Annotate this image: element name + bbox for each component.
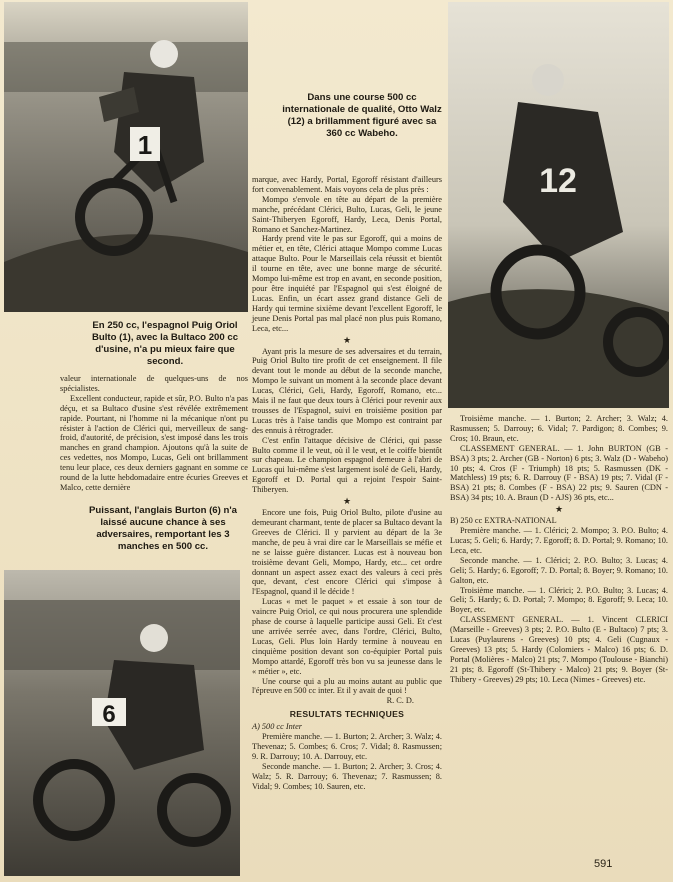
paragraph: marque, avec Hardy, Portal, Egoroff résistant d'ailleurs fort convenablement. Mais voyons cela de plus près : bbox=[252, 175, 442, 194]
results-paragraph: Troisième manche. — 1. Clérici; 2. P.O. Bulto; 3. Lucas; 4. Geli; 5. Hardy; 6. D. Portal; 7. Mompo; 8. Egoroff; 9. Leca; 10. Boyer, etc. bbox=[450, 585, 668, 615]
photo-bulto-250cc bbox=[4, 2, 248, 312]
star-separator: ★ bbox=[554, 504, 564, 515]
caption-burton: Puissant, l'anglais Burton (6) n'a laissé aucune chance à ses adversaires, remportant les 3 manches en 500 cc. bbox=[89, 505, 237, 552]
caption-walz: Dans une course 500 cc internationale de qualité, Otto Walz (12) a brillamment figuré avec sa 360 cc Wabeho. bbox=[282, 92, 442, 139]
results-paragraph: Première manche. — 1. Burton; 2. Archer; 3. Walz; 4. Thevenaz; 5. Combes; 6. Cros; 7. Vidal; 8. Rasmussen; 9. R. Darrouy; 10. A. Darrouy, etc. bbox=[252, 732, 442, 761]
photo-walz-500cc bbox=[448, 2, 669, 408]
page-number: 591 bbox=[594, 858, 613, 870]
results-category: A) 500 cc Inter bbox=[252, 722, 302, 732]
photo-walz-image bbox=[448, 2, 669, 408]
results-paragraph: Troisième manche. — 1. Burton; 2. Archer; 3. Walz; 4. Rasmussen; 5. Darrouy; 6. Vidal; 7. Pardigon; 8. Combes; 9. Cros; 10. Braun, etc. bbox=[450, 414, 668, 443]
results-paragraph: Seconde manche. — 1. Clérici; 2. P.O. Bulto; 3. Lucas; 4. Geli; 5. Hardy; 6. Egoroff; 7. D. Portal; 8. Boyer; 9. Romano; 10. Galton, etc. bbox=[450, 555, 668, 585]
paragraph: Hardy prend vite le pas sur Egoroff, qui a moins de métier et, en tête, Clérici attaque Mompo comme Lucas attaque Bulto. Pour le Marseillais cela réussit et bientôt il tourne en tête, avec une bonne marge de sécurité. Mompo lui-même est trop en avant, en seconde position, pour être inquiété par l'Espagnol qui s'est éloigné de Lucas. Enfin, un écart assez grand distance Geli de Hardy qui termine sixième devant l'excellent Egoroff, le jeune Denis Portal pas mal placé non plus puis Romano, Leca, etc... bbox=[252, 234, 442, 333]
results-column-right bbox=[450, 414, 668, 685]
paragraph: Encore une fois, Puig Oriol Bulto, pilote d'usine au demeurant charmant, tente de placer sa Bultaco devant la Greeves de Clérici. Il y parvient au départ de la 3e manche, de peu à vrai dire car le Marseillais se méfie et ne se laisse guère distancer. Lucas est à nouveau bon troisième devant Geli, Mompo, Hardy, etc... cet ordre donnant un aspect assez exact des valeurs à ceci près que, devant, c'est encore Clérici qui s'impose à l'Espagnol, quand il le décide ! bbox=[252, 508, 442, 597]
results-category: B) 250 cc EXTRA-NATIONAL bbox=[450, 516, 557, 526]
star-separator: ★ bbox=[342, 496, 352, 507]
paragraph: Lucas « met le paquet » et essaie à son tour de vaincre Puig Oriol, ce qui nous procurera une splendide phase de course à laquelle participe aussi Geli. Et c'est une arrivée serrée avec, dans l'ordre, Clérici, Bulto, Lucas, Geli. Plus loin Hardy termine à nouveau en cinquième position devant son co-équipier Portal puis Mompo attardé, Egoroff très bon vu sa jeunesse dans le « métier », etc. bbox=[252, 597, 442, 676]
photo-bulto-image bbox=[4, 2, 248, 312]
results-paragraph: CLASSEMENT GENERAL. — 1. Vincent CLERICI (Marseille - Greeves) 3 pts; 2. P.O. Bulto (E - Bultaco) 7 pts; 3. Lucas (Puylaurens - Greeves) 10 pts; 4. Geli (Cugnaux - Greeves) 13 pts; 5. Hardy (Colomiers - Malco) 16 pts; 6. D. Portal (Molières - Malco) 21 pts; 7. Mompo (Toulouse - Bianchi) 21 pts; 8. Egoroff (St-Thibery - Malco) 21 pts; 9. Boyer (St-Thibery - Greeves) 29 pts; 10. Leca (Nimes - Greeves) etc. bbox=[450, 615, 668, 684]
paragraph: Mompo s'envole en tête au départ de la première manche, précédant Clérici, Bulto, Lucas, Geli, le jeune Saint-Thiberyen Egoroff, Hardy, Leca, Denis Portal, Romano et Sanchez-Martinez. bbox=[252, 194, 442, 234]
star-separator: ★ bbox=[342, 334, 352, 345]
number-plate-walz: 12 bbox=[539, 162, 577, 200]
paragraph: Une course qui a plu au moins autant au public que l'épreuve en 500 cc inter. Et il y avait de quoi ! bbox=[252, 676, 442, 696]
number-plate-burton: 6 bbox=[102, 701, 116, 728]
results-paragraph: CLASSEMENT GENERAL. — 1. John BURTON (GB - BSA) 3 pts; 2. Archer (GB - Norton) 6 pts; 3. Walz (D - Wabeho) 10 pts; 4. Cros (F - Triumph) 18 pts; 5. Rasmussen (DK - Matchless) 19 pts; 6. R. Darrouy (F - BSA) 19 pts; 7. Vidal (F - BSA) 21 pts; 8. Combes (F - BSA) 22 pts; 9. Sauren (CDN - BSA) 34 pts; 10. A. Braun (D - AJS) 36 pts, etc... bbox=[450, 443, 668, 503]
author-signature: R. C. D. bbox=[386, 696, 414, 706]
caption-bulto-250cc: En 250 cc, l'espagnol Puig Oriol Bulto (1), avec la Bultaco 200 cc d'usine, n'a pu mieux faire que second. bbox=[91, 320, 239, 367]
paragraph: valeur internationale de quelques-uns de nos spécialistes. bbox=[60, 374, 248, 393]
paragraph: C'est enfin l'attaque décisive de Clérici, qui passe Bulto comme il le veut, où il le veut, et le coiffe bientôt sur chapeau. Le champion espagnol demeure à l'abri de Lucas qui lui-même s'est largement isolé de Geli, Hardy, Egoroff et D. Portal qui a rejoint l'espoir Saint-Thiberyen. bbox=[252, 435, 442, 495]
photo-burton-image bbox=[4, 570, 240, 876]
article-column-left bbox=[60, 374, 248, 493]
results-paragraph: Première manche. — 1. Clérici; 2. Mompo; 3. P.O. Bulto; 4. Lucas; 5. Geli; 6. Hardy; 7. Egoroff; 8. D. Portal; 9. Romano; 10. Leca, etc. bbox=[450, 526, 668, 555]
number-plate-bulto: 1 bbox=[137, 130, 153, 160]
photo-burton-500cc bbox=[4, 570, 240, 876]
results-heading: RESULTATS TECHNIQUES bbox=[289, 709, 405, 720]
paragraph: Ayant pris la mesure de ses adversaires et du terrain, Puig Oriol Bulto tire profit de cet enseignement. Il file devant tout le monde au début de la seconde manche, Mompo le suivant un moment à la seconde place devant Lucas, Clérici, Geli, Hardy, Egoroff, Romano, etc... Mais il ne faut que deux tours à Clérici pour revenir aux trousses de l'Espagnol, suivi en troisième position par Lucas très à l'aise tandis que Mompo est contraint par des ennuis à rétrograder. bbox=[252, 346, 442, 435]
paragraph: Excellent conducteur, rapide et sûr, P.O. Bulto n'a pas déçu, et sa Bultaco d'usine s'est révélée extrêmement rapide. Pourtant, ni l'homme ni la mécanique n'ont pu résister à l'action de Clérici qui, merveilleux de sang-froid, d'autorité, de précision, s'est imposé dans les trois manches en grand champion. Ajoutons qu'à la suite de ces vedettes, nos Mompo, Lucas, Geli ont brillamment tenu leur place, ces deux derniers gagnant en somme ce round de la lutte hebdomadaire entre écuries Greeves et Malco, cette dernière bbox=[60, 393, 248, 492]
results-paragraph: Seconde manche. — 1. Burton; 2. Archer; 3. Cros; 4. Walz; 5. R. Darrouy; 6. Thevenaz; 7. Rasmussen; 8. Vidal; 9. Combes; 10. Sauren, etc. bbox=[252, 761, 442, 791]
article-column-middle bbox=[252, 175, 442, 791]
